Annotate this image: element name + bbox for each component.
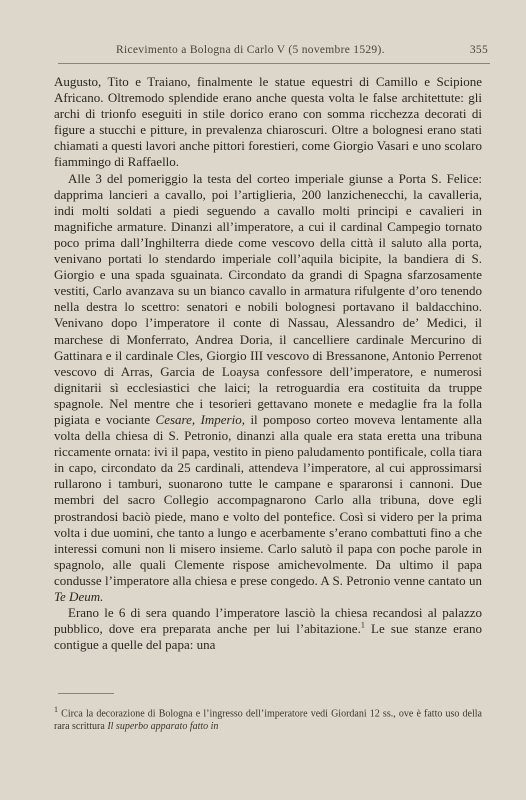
footnote-mark: 1 <box>54 705 58 714</box>
footnote <box>54 703 482 733</box>
footnote-reference: 1 <box>360 620 365 630</box>
paragraph-3 <box>54 605 482 653</box>
header-rule <box>58 63 490 64</box>
paragraph-2 <box>54 171 482 606</box>
footnote-text: Circa la decorazione di Bologna e l’ingresso dell’imperatore vedi Giordani 12 ss., ove è fatto uso della rara scrittura <box>54 708 482 733</box>
paragraph-2-italic: Cesare, Imperio, <box>155 411 245 427</box>
footnote-italic: Il superbo apparato fatto in <box>107 721 219 733</box>
paragraph-2-text: Alle 3 del pomeriggio la testa del corteo imperiale giunse a Porta S. Felice: dapprima lancieri a cavallo, poi l’artiglieria, 200 lanzichenecchi, la cavalleria, indi molti soldati a piedi seguendo a cavallo molti principi e cavalieri in magnifiche armature. Dinanzi all’imperatore, a cui il cardinal Campegio tornato poco prima dall’Inghilterra diede come vescovo della città il saluto alla porta, venivano portati lo stendardo imperiale coll’aquila bicipite, la bandiera di S. Giorgio e una spada sguainata. Circondato da grandi di Spagna sfarzosamente vestiti, Carlo avanzava su un bianco cavallo in armatura rifulgente d’oro tenendo nella destra lo scettro: senatori e nobili bolognesi portavano il baldacchino. Venivano dopo l’imperatore il conte di Nassau, Alessandro de’ Medici, il marchese di Monferrato, Andrea Doria, il cancelliere cardinale Mercurino di Gattinara e il cardinale Cles, Giorgio III vescovo di Bressanone, Antonio Perrenot vescovo di Arras, Garcia de Loaysa confessore dell’imperatore, e numerosi dignitarii sì ecclesiastici che laici; la retroguardia era costituita da truppe spagnole. Nel mentre che i tesorieri gettavano monete e medaglie fra la folla pigiata e vociante <box>54 170 482 427</box>
page-number: 355 <box>469 44 488 56</box>
paragraph-3-text: Erano le 6 di sera quando l’imperatore lasciò la chiesa recandosi al palazzo pubblico, dove era preparata anche per lui l’abitazione. <box>54 605 482 637</box>
paragraph-3-tail: Le sue stanze erano contigue a quelle del papa: una <box>54 621 483 653</box>
paragraph-1: Augusto, Tito e Traiano, finalmente le statue equestri di Camillo e Scipione Africano. Oltremodo splendide erano anche questa volta le false architettute: gli archi di trionfo eseguiti in stile dorico erano con somma ricchezza decorati di figure a stucchi e pitture, in prevalenza chiaroscuri. Oltre a bolognesi erano stati chiamati a questi lavori anche pittori forestieri, come Giorgio Vasari e uno scolaro fiammingo di Raffaello. <box>54 74 482 170</box>
running-title: Ricevimento a Bologna di Carlo V (5 novembre 1529). <box>116 44 385 56</box>
body-text <box>54 74 482 653</box>
footnote-rule <box>58 693 114 694</box>
paragraph-2-continuation: il pomposo corteo moveva lentamente alla volta della chiesa di S. Petronio, dinanzi alla quale era stata eretta una tribuna riccamente ornata: ivi il papa, vestito in pieno paludamento pontificale, colla tiara in capo, circondato da 25 cardinali, attendeva l’imperatore, al cui approssimarsi rullarono i tamburi, suonarono tutte le campane e spararonsi i cannoni. Due membri del sacro Collegio accompagnarono Carlo alla tribuna, dove egli prostrandosi baciò piede, mano e volto del pontefice. Così si videro per la prima volta i due uomini, che tanto a lungo e acerbamente s’erano combattuti fino a che interessi comuni non li misero insieme. Carlo salutò il papa con poche parole in spagnolo, alle quali Clemente rispose amichevolmente. Da ultimo il papa condusse l’imperatore alla chiesa e prese congedo. A S. Petronio venne cantato un <box>54 411 482 588</box>
paragraph-2-end-italic: Te Deum. <box>54 589 104 604</box>
page-header <box>58 44 488 60</box>
